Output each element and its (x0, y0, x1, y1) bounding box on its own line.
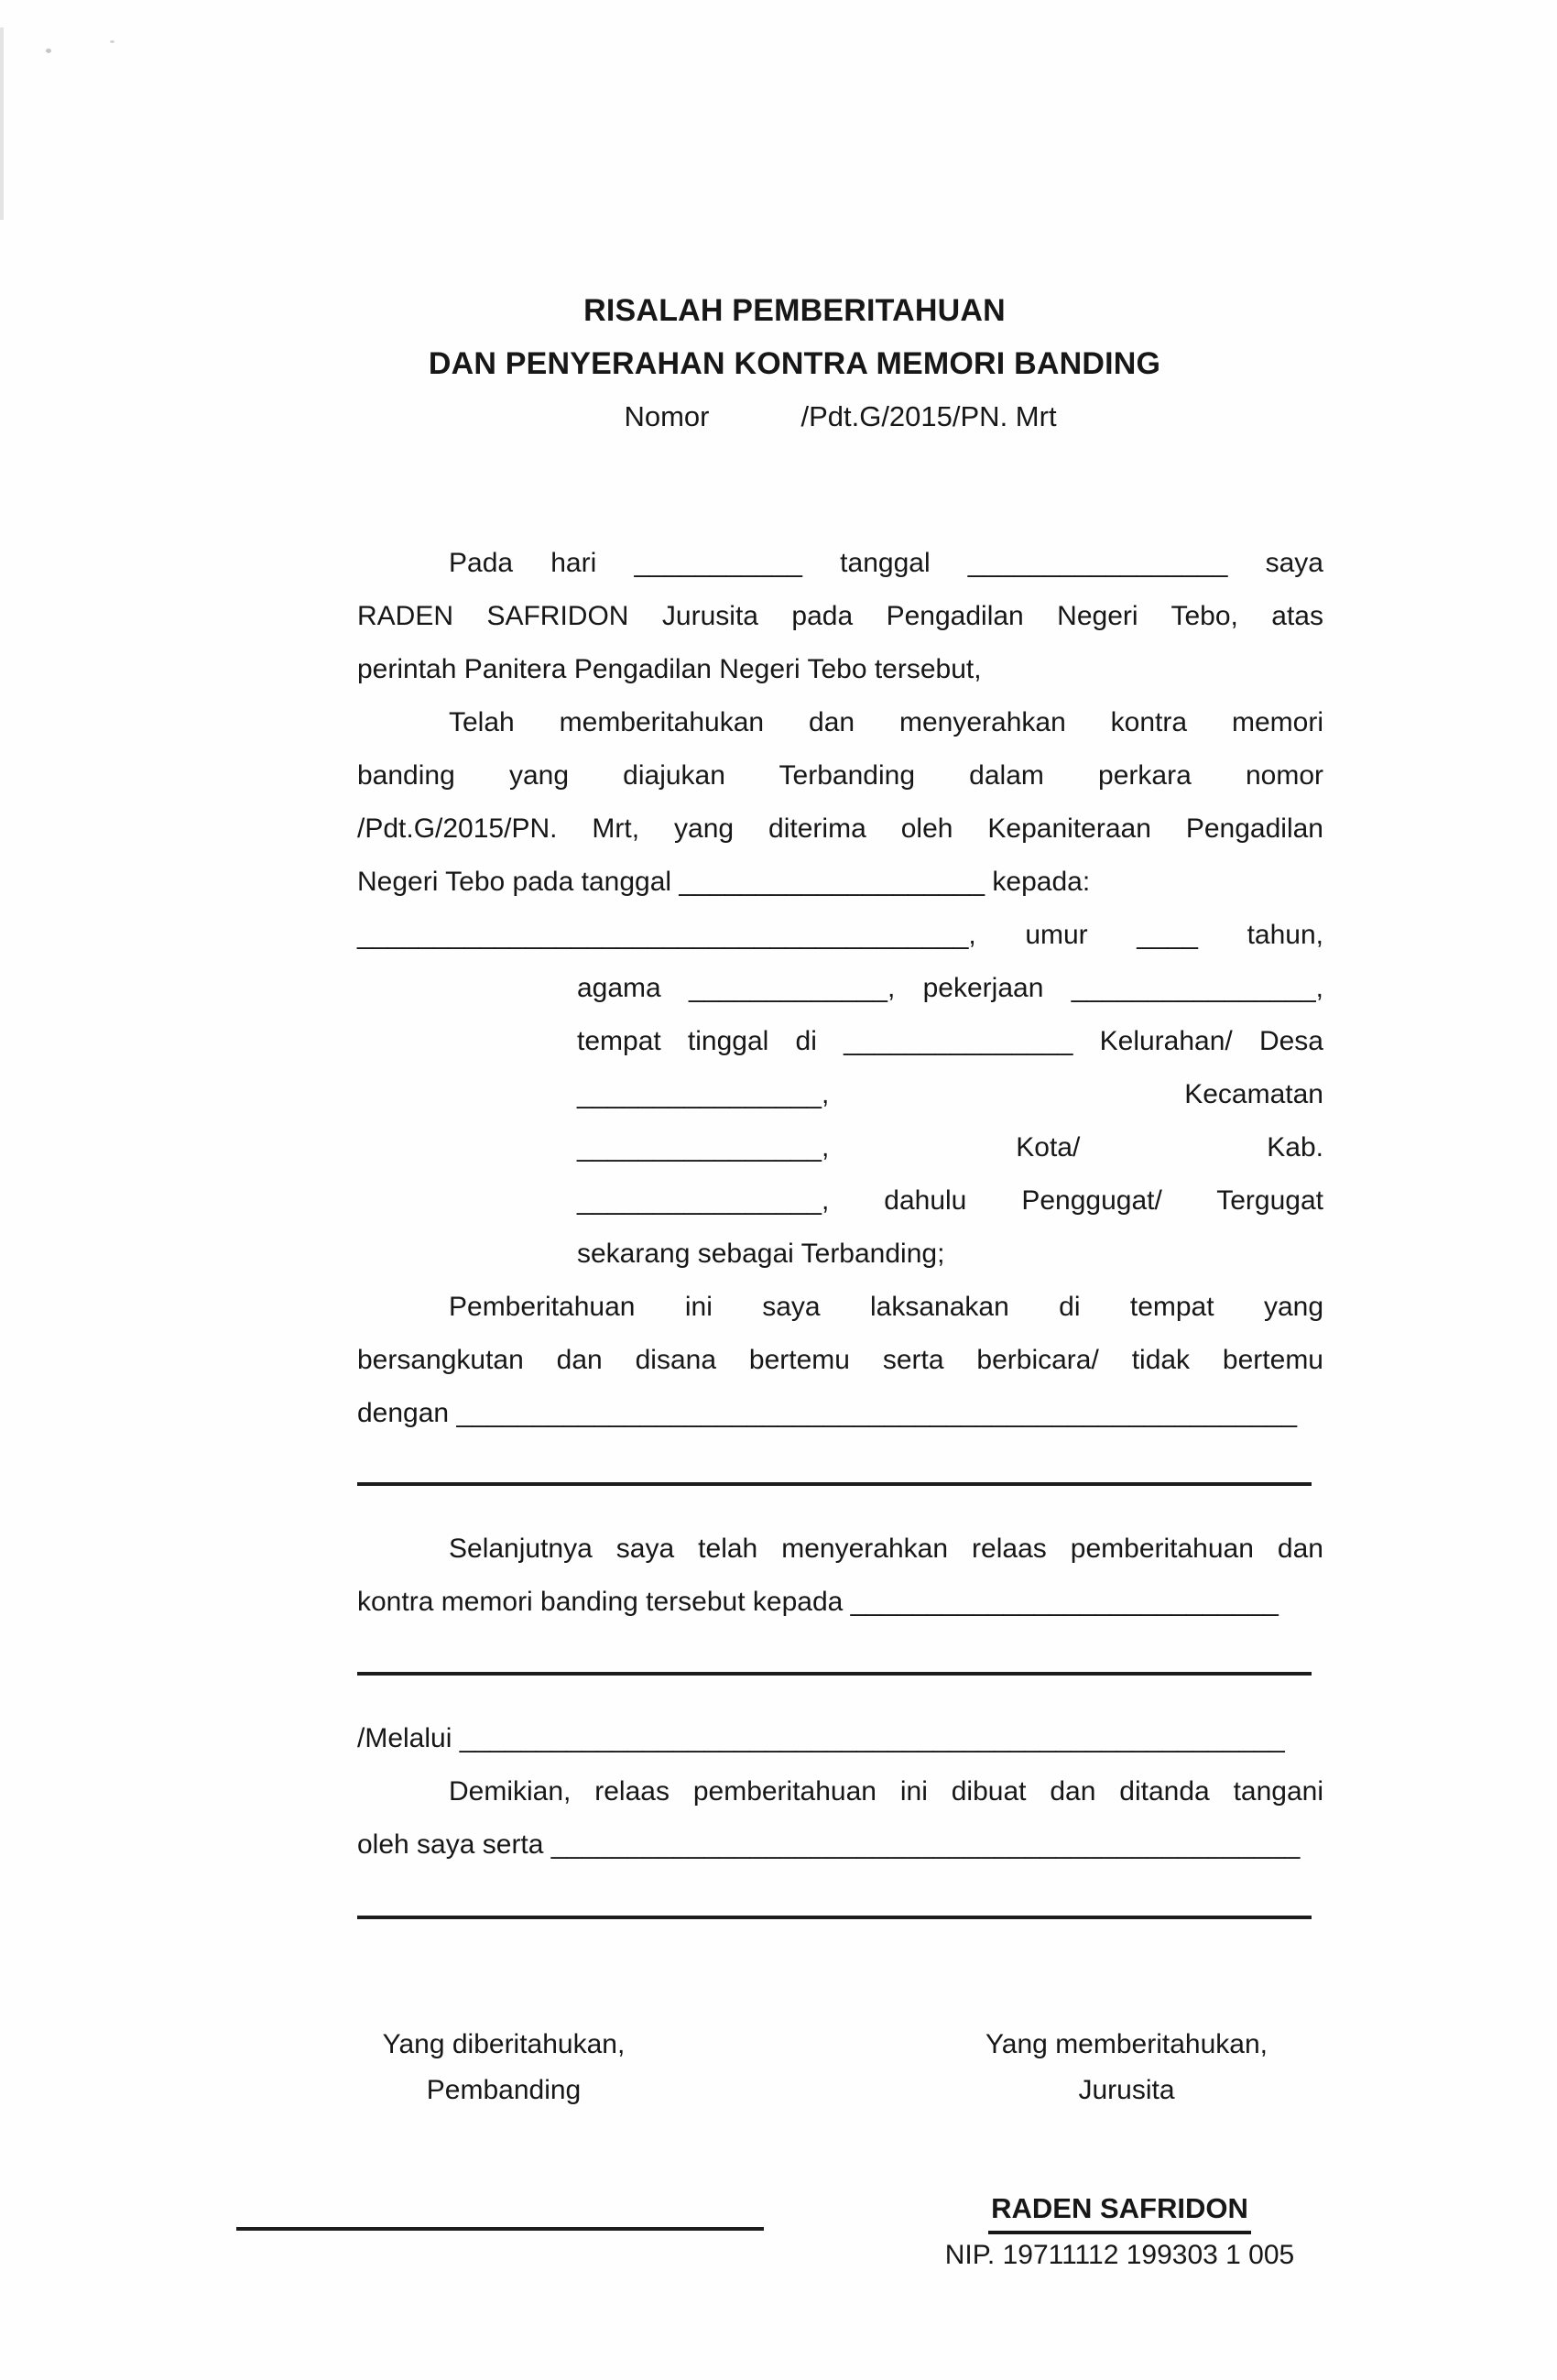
document-content (357, 0, 1323, 2276)
signature-roles-row (357, 2022, 1323, 2113)
identity-district-line: ________________, Kecamatan (577, 1079, 1323, 1109)
opening-line-3: perintah Panitera Pengadilan Negeri Tebo tersebut, (357, 654, 982, 684)
bailiff-nip: NIP. 19711112 199303 1 005 (944, 2240, 1295, 2270)
notified-party-label: Yang diberitahukan, (382, 2029, 626, 2059)
notified-party-block (357, 2022, 650, 2113)
scan-speck (46, 49, 51, 53)
notifying-party-role: Jurusita (1078, 2075, 1175, 2105)
scan-speck (110, 40, 114, 43)
opening-line-1: Pada hari ___________ tanggal _________________ saya (449, 548, 1323, 578)
identity-name-line: ________________________________________, umur ____ tahun, (357, 920, 1323, 950)
signature-line (236, 2227, 764, 2231)
closing-line-1: Demikian, relaas pemberitahuan ini dibuat dan ditanda tangani (449, 1776, 1323, 1807)
separator-line-3 (357, 1916, 1312, 1919)
case-number-value: /Pdt.G/2015/PN. Mrt (800, 400, 1057, 432)
execution-line-1: Pemberitahuan ini saya laksanakan di tempat yang (449, 1292, 1323, 1322)
notification-line-3: /Pdt.G/2015/PN. Mrt, yang diterima oleh Kepaniteraan Pengadilan (357, 813, 1323, 844)
identity-religion-occupation-line: agama _____________, pekerjaan ________________, (577, 973, 1323, 1003)
document-title-line-2: DAN PENYERAHAN KONTRA MEMORI BANDING (428, 346, 1161, 381)
identity-city-line: ________________, Kota/ Kab. (577, 1132, 1323, 1163)
signature-bottom-row (357, 2187, 1323, 2276)
handover-line-2: kontra memori banding tersebut kepada ____________________________ (357, 1587, 1279, 1617)
separator-line-1 (357, 1482, 1312, 1486)
opening-line-2: RADEN SAFRIDON Jurusita pada Pengadilan Negeri Tebo, atas (357, 601, 1323, 631)
handover-line-1: Selanjutnya saya telah menyerahkan relaas pemberitahuan dan (449, 1534, 1323, 1564)
case-number-label: Nomor (624, 400, 710, 432)
identity-former-role-line: ________________, dahulu Penggugat/ Tergugat (577, 1185, 1323, 1216)
bailiff-signature-block (916, 2187, 1323, 2276)
notifying-party-label: Yang memberitahukan, (985, 2029, 1268, 2059)
notifying-party-block (930, 2022, 1323, 2113)
case-number-line (357, 390, 1323, 443)
scan-edge-shadow (0, 27, 4, 220)
notification-line-4: Negeri Tebo pada tanggal ____________________ kepada: (357, 867, 1091, 897)
separator-line-2 (357, 1672, 1312, 1676)
execution-line-2: bersangkutan dan disana bertemu serta berbicara/ tidak bertemu (357, 1345, 1323, 1375)
identity-address-line: tempat tinggal di _______________ Kelurahan/ Desa (577, 1026, 1323, 1056)
document-title-line-1: RISALAH PEMBERITAHUAN (583, 293, 1006, 328)
notified-party-role: Pembanding (426, 2075, 582, 2105)
notification-line-2: banding yang diajukan Terbanding dalam perkara nomor (357, 760, 1323, 791)
closing-line-2: oleh saya serta _________________________________________________ (357, 1829, 1301, 1860)
melalui-line: /Melalui ______________________________________________________ (357, 1723, 1285, 1753)
notification-line-1: Telah memberitahukan dan menyerahkan kontra memori (449, 707, 1323, 737)
execution-line-3: dengan _______________________________________________________ (357, 1398, 1298, 1428)
identity-current-role-line: sekarang sebagai Terbanding; (577, 1239, 945, 1269)
bailiff-name: RADEN SAFRIDON (988, 2187, 1251, 2234)
